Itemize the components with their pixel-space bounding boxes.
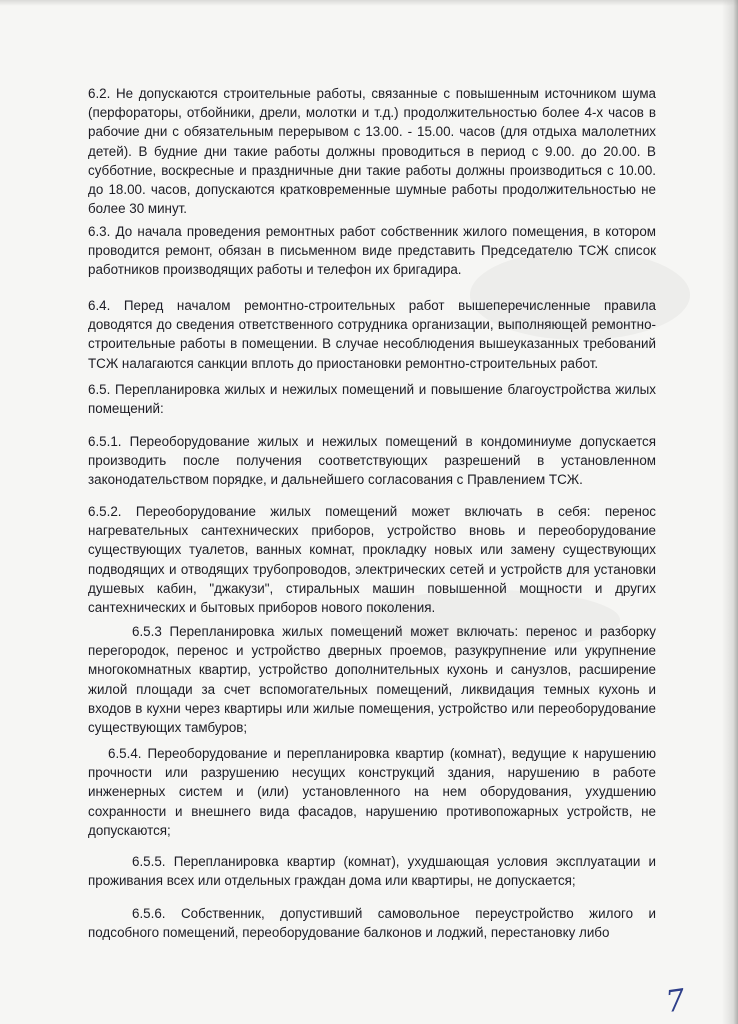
page-top-edge (0, 0, 738, 6)
page-right-shadow (722, 0, 738, 1024)
paragraph-6-2: 6.2. Не допускаются строительные работы, связанные с повышенным источником шума (перфораторы, отбойники, дрели, молотки и т.д.) продолжительностью более 4-х часов в рабочие дни с обязательным перерывом с 13.00. - 15.00. часов (для отдыха малолетних детей). В будние дни такие работы должны проводиться в период с 9.00. до 20.00. В субботние, воскресные и праздничные дни такие работы должны производиться с 10.00. до 18.00. часов, допускаются кратковременные шумные работы продолжительностью не более 30 минут. (88, 86, 656, 217)
paragraph-6-3: 6.3. До начала проведения ремонтных работ собственник жилого помещения, в котором проводится ремонт, обязан в письменном виде представить Председателю ТСЖ список работников производящих работы и телефон их бригадира. (88, 224, 656, 278)
paragraph-6-5-5: 6.5.5. Перепланировка квартир (комнат), ухудшающая условия эксплуатации и проживания всех или отдельных граждан дома или квартиры, не допускается; (88, 854, 656, 889)
paragraph-6-5: 6.5. Перепланировка жилых и нежилых помещений и повышение благоустройства жилых помещений: (88, 382, 656, 417)
paragraph-6-5-3: 6.5.3 Перепланировка жилых помещений может включать: перенос и разборку перегородок, перенос и устройство дверных проемов, разукрупнение или укрупнение многокомнатных квартир, устройство дополнительных кухонь и санузлов, расширение жилой площади за счет вспомогательных помещений, ликвидация темных кухонь и входов в кухни через квартиры или жилые помещения, устройство или переоборудование существующих тамбуров; (88, 624, 656, 736)
paragraph-6-4: 6.4. Перед началом ремонтно-строительных работ вышеперечисленные правила доводятся до сведения ответственного сотрудника организации, выполняющей ремонтно-строительные работы в помещении. В случае несоблюдения вышеуказанных требований ТСЖ налагаются санкции вплоть до приостановки ремонтно-строительных работ. (88, 298, 656, 371)
paragraph-6-5-4: 6.5.4. Переоборудование и перепланировка квартир (комнат), ведущие к нарушению прочности или разрушению несущих конструкций здания, нарушению в работе инженерных систем и (или) установленного на нем оборудования, ухудшению сохранности и внешнего вида фасадов, нарушению противопожарных устройств, не допускаются; (88, 746, 656, 838)
paragraph-6-5-6: 6.5.6. Собственник, допустивший самовольное переустройство жилого и подсобного помещений, переоборудование балконов и лоджий, перестановку либо (88, 906, 656, 941)
paragraph-6-5-1: 6.5.1. Переоборудование жилых и нежилых помещений в кондоминиуме допускается производить после получения соответствующих разрешений в установленном законодательством порядке, и дальнейшего согласования с Правлением ТСЖ. (88, 434, 656, 488)
handwritten-page-number: 7 (663, 982, 688, 1021)
paragraph-6-5-2: 6.5.2. Переоборудование жилых помещений может включать в себя: перенос нагревательных сантехнических приборов, устройство вновь и переоборудование существующих туалетов, ванных комнат, прокладку новых или замену существующих подводящих и отводящих трубопроводов, электрических сетей и устройств для установки душевых кабин, "джакузи", стиральных машин повышенной мощности и других сантехнических и бытовых приборов нового поколения. (88, 504, 656, 616)
